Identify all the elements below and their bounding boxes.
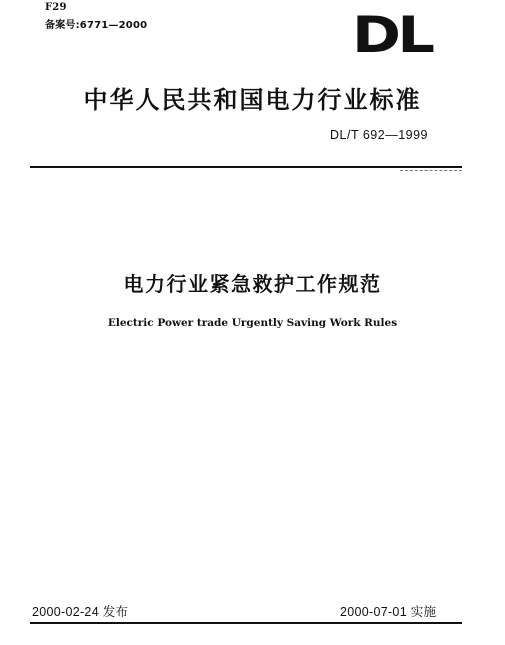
top-divider-accent (400, 170, 462, 171)
standard-code: DL/T 692—1999 (330, 128, 428, 142)
document-title-chinese: 电力行业紧急救护工作规范 (123, 272, 382, 296)
issue-date: 2000-02-24 发布 (32, 605, 129, 619)
implementation-date: 2000-07-01 实施 (340, 605, 437, 619)
record-number: 备案号:6771—2000 (45, 20, 148, 31)
standard-title: 中华人民共和国电力行业标准 (83, 86, 422, 114)
classification-code: F29 (45, 2, 67, 13)
dl-logo: DL (352, 6, 432, 64)
top-divider (30, 166, 462, 168)
bottom-divider (30, 622, 462, 624)
document-title-english: Electric Power trade Urgently Saving Work Rules (107, 317, 398, 329)
